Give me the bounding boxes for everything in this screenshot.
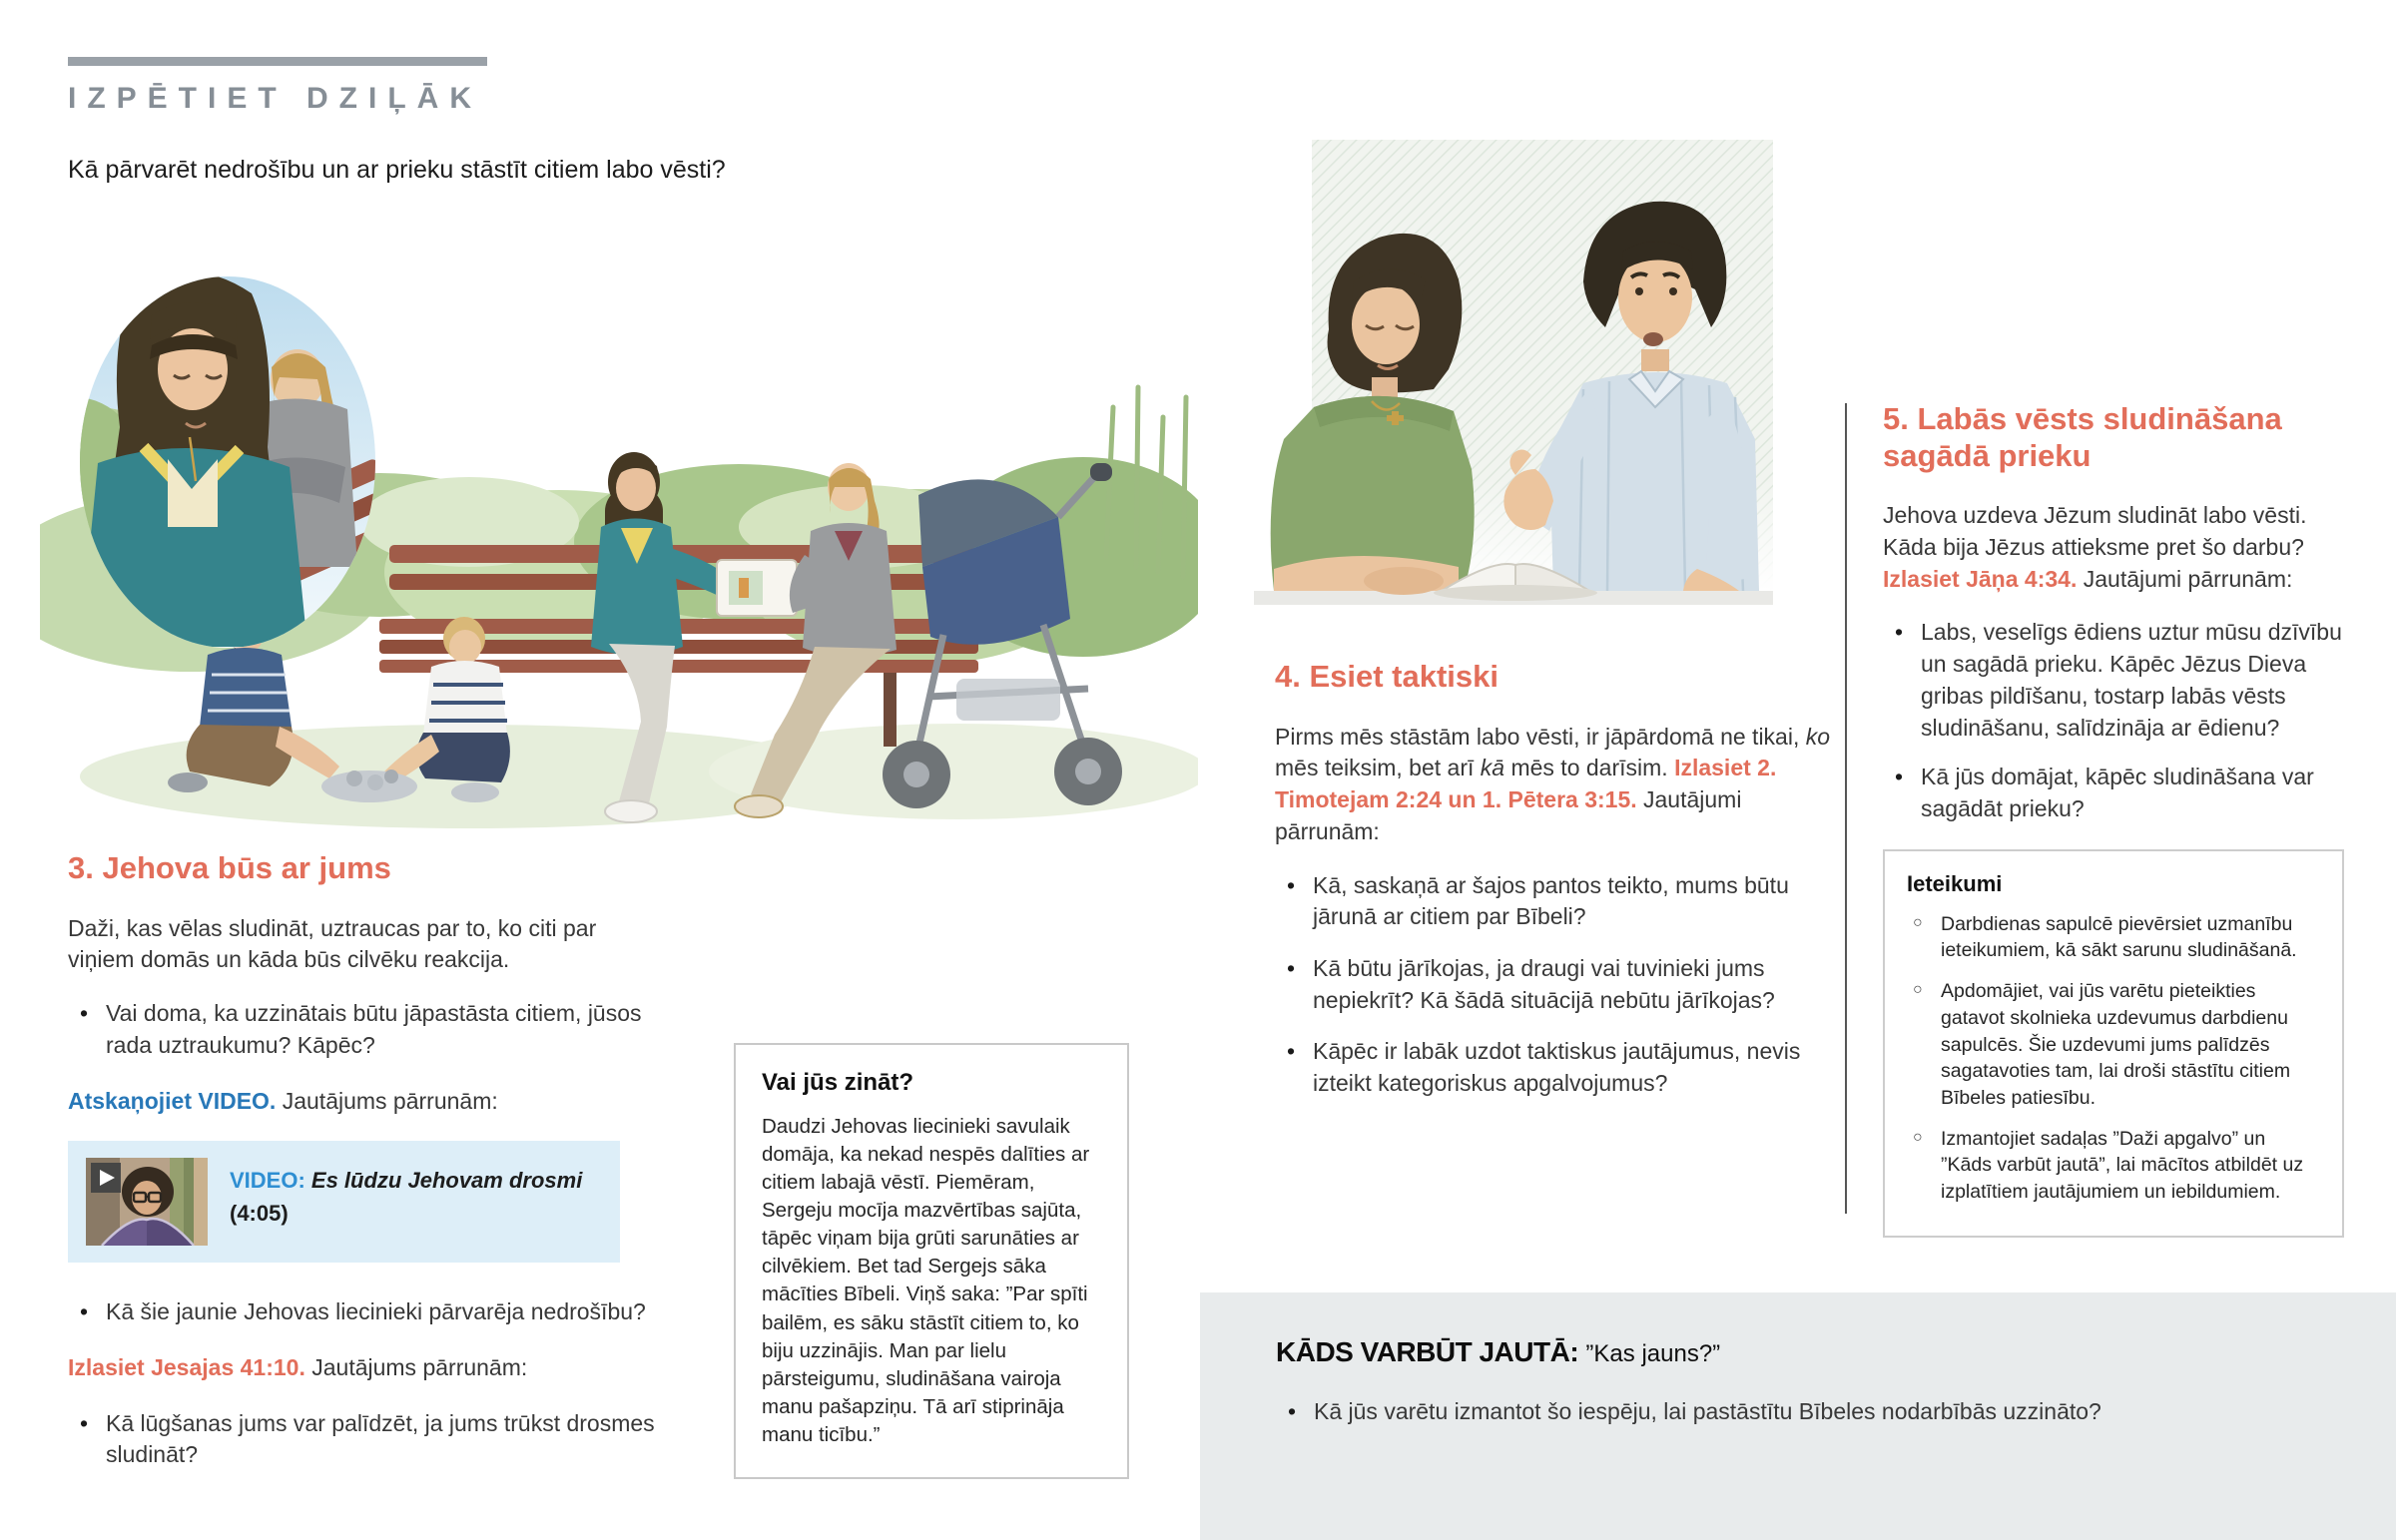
section-5-heading: 5. Labās vēsts sludināšana sagādā prieku xyxy=(1883,401,2282,473)
section-3-list-3 xyxy=(68,1408,667,1471)
video-label: VIDEO: xyxy=(230,1168,311,1194)
panel-quote: ”Kas jauns?” xyxy=(1585,1340,1721,1367)
tips-list xyxy=(1907,911,2320,1206)
list-item: • Labs, veselīgs ēdiens uztur mūsu dzīvību un sagādā prieku. Kāpēc Jēzus Dieva gribas pildīšanu, tostarp labās vēsts sludināšanu, salīdzināja ar ēdienu? xyxy=(1883,617,2344,744)
section-3-heading: 3. Jehova būs ar jums xyxy=(68,850,391,885)
scripture-link-john[interactable]: Izlasiet Jāņa 4:34. xyxy=(1883,565,2078,592)
section-4-list xyxy=(1275,870,1852,1100)
kicker-title: IZPĒTIET DZIĻĀK xyxy=(68,82,482,115)
conversation-illustration xyxy=(1254,140,1773,639)
scripture-link-timothy-peter[interactable]: Izlasiet 2. Timotejam 2:24 un 1. Pētera 3:15. xyxy=(1275,755,1777,813)
scripture-link-isaiah[interactable]: Izlasiet Jesajas 41:10. xyxy=(68,1353,305,1380)
video-meta xyxy=(230,1158,582,1230)
tips-box-title: Ieteikumi xyxy=(1907,870,2003,896)
scripture-cue-rest: Jautājums pārrunām: xyxy=(304,1353,528,1380)
list-item: • Kā lūgšanas jums var palīdzēt, ja jums trūkst drosmes sludināt? xyxy=(68,1408,667,1471)
scripture-cue xyxy=(68,1352,667,1384)
section-3-intro: Daži, kas vēlas sludināt, uztraucas par to, ko citi par viņiem domās un kāda būs cilvēku reakcija. xyxy=(68,914,597,973)
know-box-body: Daudzi Jehovas liecinieki savulaik domāja, ka nekad nespēs dalīties ar citiem labajā vēstī. Piemēram, Sergeju mocīja mazvērtības sajūta, tāpēc viņam bija grūti sarunāties ar cilvēkiem. Bet tad Sergejs sāka mācīties Bībeli. Viņš saka: ”Par spīti bailēm, es sāku stāstīt citiem to, ko biju uzzinājis. Man par lielu pārsteigumu, sludināšana vairoja manu pašapziņu. Tā arī stiprināja manu ticību.” xyxy=(762,1115,1090,1446)
list-item: • Kā būtu jārīkojas, ja draugi vai tuvinieki jums nepiekrīt? Kā šādā situācijā nebūtu jārīkojas? xyxy=(1275,953,1852,1016)
video-thumbnail[interactable] xyxy=(86,1158,208,1246)
list-item: • Kāpēc ir labāk uzdot taktiskus jautājumus, nevis izteikt kategoriskus apgalvojumus? xyxy=(1275,1036,1852,1099)
tip-item: ○ Izmantojiet sadaļas ”Daži apgalvo” un ”Kāds varbūt jautā”, lai mācītos atbildēt uz izplatītiem jautājumiem un iebildumiem. xyxy=(1907,1126,2320,1206)
tips-box xyxy=(1883,849,2344,1238)
section-4 xyxy=(1275,659,1852,1124)
section-3-list-1 xyxy=(68,998,667,1061)
video-cue-rest: Jautājums pārrunām: xyxy=(276,1087,498,1114)
panel-list xyxy=(1276,1396,2356,1428)
conversation-woman xyxy=(1271,234,1475,595)
column-divider xyxy=(1845,403,1847,1214)
section-4-intro: Pirms mēs stāstām labo vēsti, ir jāpārdomā ne tikai, ko mēs teiksim, bet arī kā mēs to darīsim. Izlasiet 2. Timotejam 2:24 un 1. Pētera 3:15. Jautājumi pārrunām: xyxy=(1275,723,1831,844)
list-item: • Vai doma, ka uzzinātais būtu jāpastāsta citiem, jūsos rada uztraukumu? Kāpēc? xyxy=(68,998,667,1061)
page-question: Kā pārvarēt nedrošību un ar prieku stāstīt citiem labo vēsti? xyxy=(68,156,726,184)
play-video-link[interactable]: Atskaņojiet VIDEO. xyxy=(68,1087,277,1114)
did-you-know-box xyxy=(734,1043,1129,1479)
list-item: • Kā šie jaunie Jehovas liecinieki pārvarēja nedrošību? xyxy=(68,1296,667,1328)
italic-word: ko xyxy=(1805,723,1831,750)
section-3-list-2 xyxy=(68,1296,667,1328)
kicker-bar xyxy=(68,57,487,66)
panel-label: KĀDS VARBŪT JAUTĀ: xyxy=(1276,1336,1586,1367)
video-title: Es lūdzu Jehovam drosmi xyxy=(310,1168,583,1194)
video-card[interactable] xyxy=(68,1141,620,1263)
section-3 xyxy=(68,850,667,1495)
section-4-heading: 4. Esiet taktiski xyxy=(1275,659,1499,694)
someone-may-ask-panel xyxy=(1200,1292,2396,1540)
panel-heading xyxy=(1276,1336,2356,1368)
section-5 xyxy=(1883,401,2344,1238)
know-box-title: Vai jūs zināt? xyxy=(762,1069,914,1096)
section-5-intro: Jehova uzdeva Jēzum sludināt labo vēsti. Kāda bija Jēzus attieksme pret šo darbu? Izlasiet Jāņa 4:34. Jautājumi pārrunām: xyxy=(1883,502,2307,592)
list-item: • Kā, saskaņā ar šajos pantos teikto, mums būtu jārunā ar citiem par Bībeli? xyxy=(1275,870,1852,933)
video-duration: (4:05) xyxy=(230,1201,289,1227)
tip-item: ○ Darbdienas sapulcē pievērsiet uzmanību ieteikumiem, kā sākt sarunu sludināšanā. xyxy=(1907,911,2320,964)
park-bench-illustration xyxy=(40,228,1198,836)
tip-item: ○ Apdomājiet, vai jūs varētu pieteikties gatavot skolnieka uzdevumus darbdienu sapulcēs. Šie uzdevumi jums palīdzēs sagatavoties tam, lai droši stāstītu citiem Bībeles patiesību. xyxy=(1907,978,2320,1112)
list-item: • Kā jūs varētu izmantot šo iespēju, lai pastāstītu Bībeles nodarbībās uzzināto? xyxy=(1276,1396,2356,1428)
italic-word: kā xyxy=(1480,755,1505,781)
video-cue xyxy=(68,1086,667,1118)
list-item: • Kā jūs domājat, kāpēc sludināšana var sagādāt prieku? xyxy=(1883,762,2344,824)
section-5-list xyxy=(1883,617,2344,824)
